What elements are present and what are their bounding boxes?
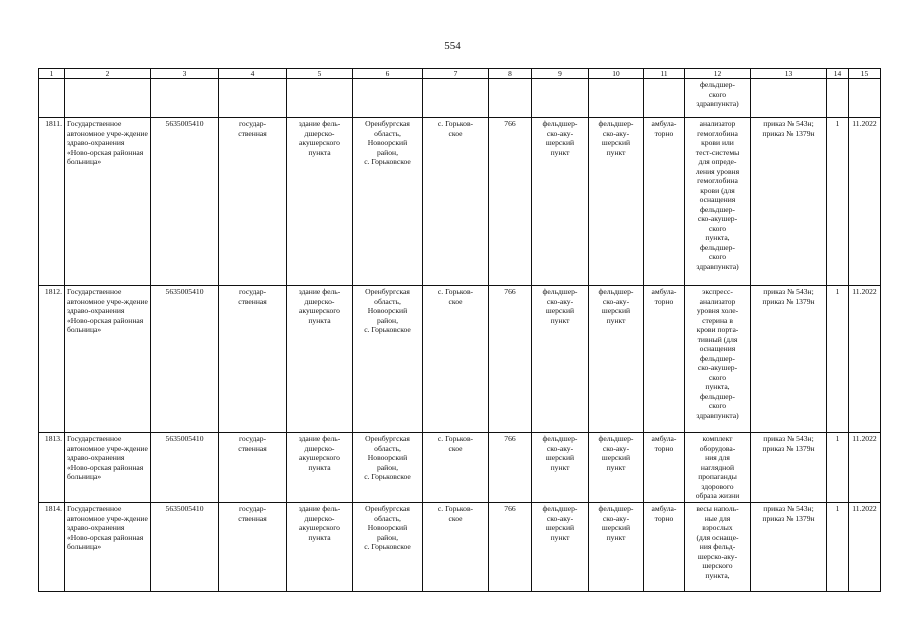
organization-cell: Государственное автономное учре-ждение здраво-охранения «Ново-орская районная больница» (65, 286, 151, 433)
date-cell: 11.2022 (849, 503, 881, 592)
ownership-form-cell: государ- ственная (219, 118, 287, 286)
organization-cell: Государственное автономное учре-ждение здраво-охранения «Ново-орская районная больница» (65, 433, 151, 503)
inn-cell: 5635005410 (151, 433, 219, 503)
quantity-cell: 1 (827, 433, 849, 503)
code-cell: 766 (489, 118, 532, 286)
equipment-table (38, 68, 881, 592)
table-row (39, 286, 881, 433)
orders-cell: приказ № 543н; приказ № 1379н (751, 118, 827, 286)
continuation-row (39, 79, 881, 118)
organization-cell: Государственное автономное учре-ждение здраво-охранения «Ново-орская районная больница» (65, 503, 151, 592)
header-row (39, 69, 881, 79)
inn-cell: 5635005410 (151, 286, 219, 433)
col-header-14: 14 (827, 69, 849, 79)
page-number: 554 (444, 40, 461, 52)
building-cell: здание фель- дшерско- акушерского пункта (287, 503, 353, 592)
organization-cell: Государственное автономное учре-ждение здраво-охранения «Ново-орская районная больница» (65, 118, 151, 286)
orders-cell: приказ № 543н; приказ № 1379н (751, 286, 827, 433)
locality-cell: с. Горьков- ское (423, 433, 489, 503)
building-cell: здание фель- дшерско- акушерского пункта (287, 286, 353, 433)
locality-cell: с. Горьков- ское (423, 286, 489, 433)
equipment-cell: анализатор гемоглобина крови или тест-системы для опреде- ления уровня гемоглобина крови (для оснащения фельдшер- ско-акушер- ского пункта, фельдшер- ского здравпункта) (685, 118, 751, 286)
unit-type-cell: фельдшер- ско-аку- шерский пункт (532, 503, 589, 592)
equipment-cell: комплект оборудова- ния для наглядной пропаганды здорового образа жизни (685, 433, 751, 503)
col-header-2: 2 (65, 69, 151, 79)
code-cell: 766 (489, 286, 532, 433)
address-cell: Оренбургская область, Новоорский район, с. Горьковское (353, 503, 423, 592)
care-conditions-cell: амбула- торно (644, 433, 685, 503)
row-number-cell: 1811. (39, 118, 65, 286)
building-cell: здание фель- дшерско- акушерского пункта (287, 433, 353, 503)
subunit-type-cell: фельдшер- ско-аку- шерский пункт (589, 286, 644, 433)
table-row (39, 503, 881, 592)
locality-cell: с. Горьков- ское (423, 118, 489, 286)
col-header-15: 15 (849, 69, 881, 79)
col-header-12: 12 (685, 69, 751, 79)
care-conditions-cell: амбула- торно (644, 503, 685, 592)
building-cell: здание фель- дшерско- акушерского пункта (287, 118, 353, 286)
unit-type-cell: фельдшер- ско-аку- шерский пункт (532, 433, 589, 503)
col-header-9: 9 (532, 69, 589, 79)
col-header-1: 1 (39, 69, 65, 79)
unit-type-cell: фельдшер- ско-аку- шерский пункт (532, 118, 589, 286)
locality-cell: с. Горьков- ское (423, 503, 489, 592)
code-cell: 766 (489, 433, 532, 503)
subunit-type-cell: фельдшер- ско-аку- шерский пункт (589, 433, 644, 503)
ownership-form-cell: государ- ственная (219, 433, 287, 503)
table-row (39, 118, 881, 286)
quantity-cell: 1 (827, 118, 849, 286)
table-row (39, 433, 881, 503)
col-header-4: 4 (219, 69, 287, 79)
orders-cell: приказ № 543н; приказ № 1379н (751, 433, 827, 503)
orders-cell: приказ № 543н; приказ № 1379н (751, 503, 827, 592)
address-cell: Оренбургская область, Новоорский район, с. Горьковское (353, 118, 423, 286)
unit-type-cell: фельдшер- ско-аку- шерский пункт (532, 286, 589, 433)
quantity-cell: 1 (827, 286, 849, 433)
subunit-type-cell: фельдшер- ско-аку- шерский пункт (589, 118, 644, 286)
row-number-cell: 1813. (39, 433, 65, 503)
address-cell: Оренбургская область, Новоорский район, с. Горьковское (353, 286, 423, 433)
subunit-type-cell: фельдшер- ско-аку- шерский пункт (589, 503, 644, 592)
date-cell: 11.2022 (849, 286, 881, 433)
quantity-cell: 1 (827, 503, 849, 592)
row-number-cell: 1814. (39, 503, 65, 592)
ownership-form-cell: государ- ственная (219, 503, 287, 592)
code-cell: 766 (489, 503, 532, 592)
ownership-form-cell: государ- ственная (219, 286, 287, 433)
continuation-equipment-cell: фельдшер- ского здравпункта) (685, 79, 751, 118)
equipment-cell: весы наполь- ные для взрослых (для оснаще- ния фельд- шерско-аку- шерского пункта, (685, 503, 751, 592)
inn-cell: 5635005410 (151, 503, 219, 592)
date-cell: 11.2022 (849, 433, 881, 503)
care-conditions-cell: амбула- торно (644, 286, 685, 433)
address-cell: Оренбургская область, Новоорский район, с. Горьковское (353, 433, 423, 503)
col-header-7: 7 (423, 69, 489, 79)
col-header-3: 3 (151, 69, 219, 79)
care-conditions-cell: амбула- торно (644, 118, 685, 286)
equipment-cell: экспресс- анализатор уровня холе- стерина в крови порта- тивный (для оснащения фельдшер- ско-акушер- ского пункта, фельдшер- ского здравпункта) (685, 286, 751, 433)
col-header-10: 10 (589, 69, 644, 79)
col-header-8: 8 (489, 69, 532, 79)
col-header-13: 13 (751, 69, 827, 79)
col-header-11: 11 (644, 69, 685, 79)
inn-cell: 5635005410 (151, 118, 219, 286)
date-cell: 11.2022 (849, 118, 881, 286)
col-header-6: 6 (353, 69, 423, 79)
row-number-cell: 1812. (39, 286, 65, 433)
col-header-5: 5 (287, 69, 353, 79)
